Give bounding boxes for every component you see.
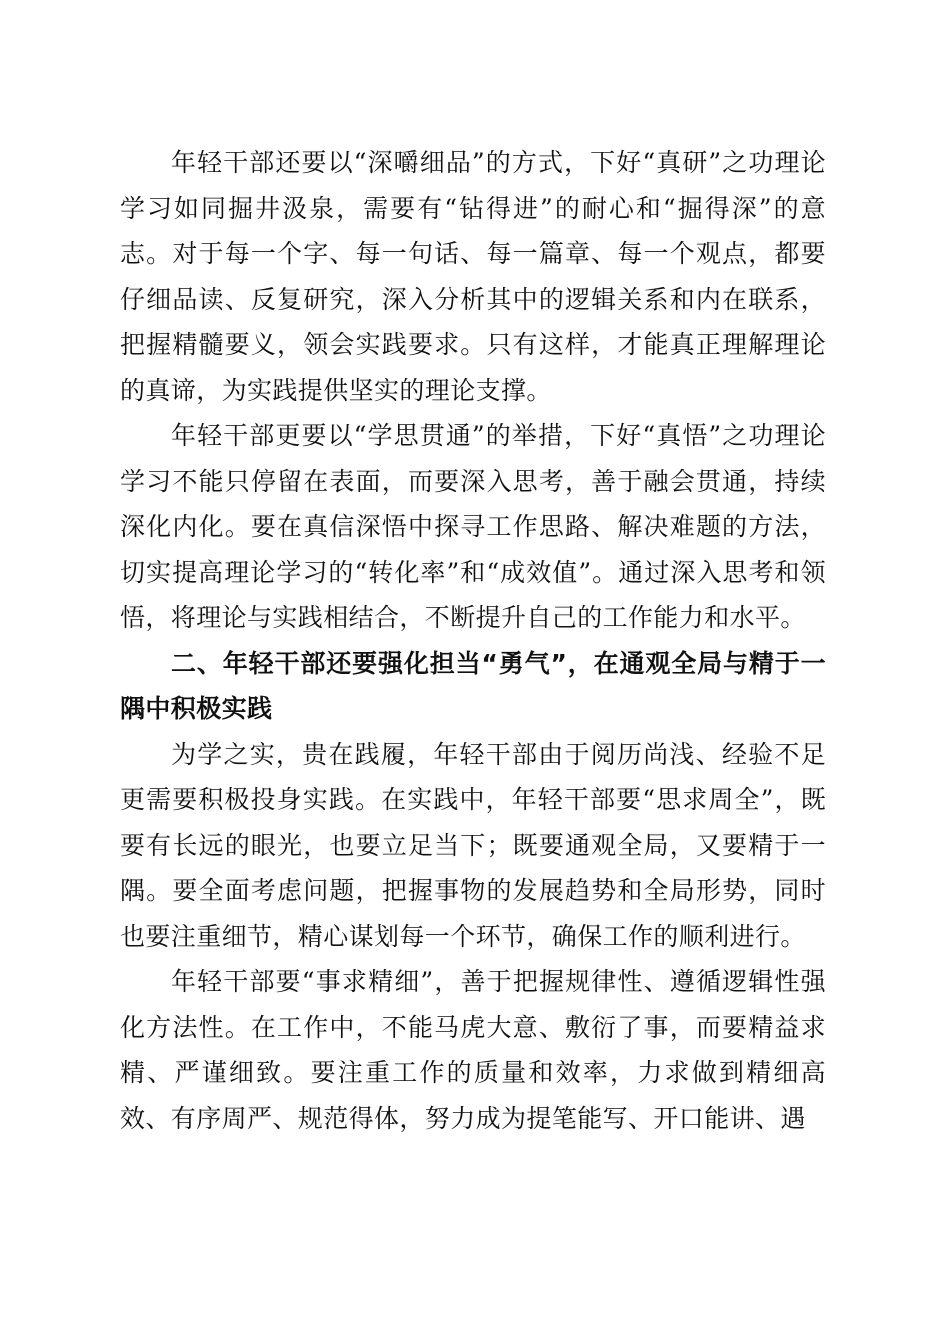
document-body — [120, 140, 826, 1141]
paragraph-3: 为学之实，贵在践履，年轻干部由于阅历尚浅、经验不足更需要积极投身实践。在实践中，年轻干部要“思求周全”，既要有长远的眼光，也要立足当下；既要通观全局，又要精于一隅。要全面考虑问题，把握事物的发展趋势和全局形势，同时也要注重细节，精心谋划每一个环节，确保工作的顺利进行。 — [120, 739, 826, 951]
paragraph-1: 年轻干部还要以“深嚼细品”的方式，下好“真研”之功理论学习如同掘井汲泉，需要有“钻得进”的耐心和“掘得深”的意志。对于每一个字、每一句话、每一篇章、每一个观点，都要仔细品读、反复研究，深入分析其中的逻辑关系和内在联系，把握精髓要义，领会实践要求。只有这样，才能真正理解理论的真谛，为实践提供坚实的理论支撑。 — [120, 148, 826, 405]
paragraph-4: 年轻干部要“事求精细”，善于把握规律性、遵循逻辑性强化方法性。在工作中，不能马虎大意、敷衍了事，而要精益求精、严谨细致。要注重工作的质量和效率，力求做到精细高效、有序周严、规范得体，努力成为提笔能写、开口能讲、遇 — [120, 967, 826, 1133]
section-heading: 二、年轻干部还要强化担当“勇气”，在通观全局与精于一隅中积极实践 — [120, 648, 826, 723]
paragraph-2: 年轻干部更要以“学思贯通”的举措，下好“真悟”之功理论学习不能只停留在表面，而要深入思考，善于融会贯通，持续深化内化。要在真信深悟中探寻工作思路、解决难题的方法，切实提高理论学习的“转化率”和“成效值”。通过深入思考和领悟，将理论与实践相结合，不断提升自己的工作能力和水平。 — [120, 421, 826, 632]
